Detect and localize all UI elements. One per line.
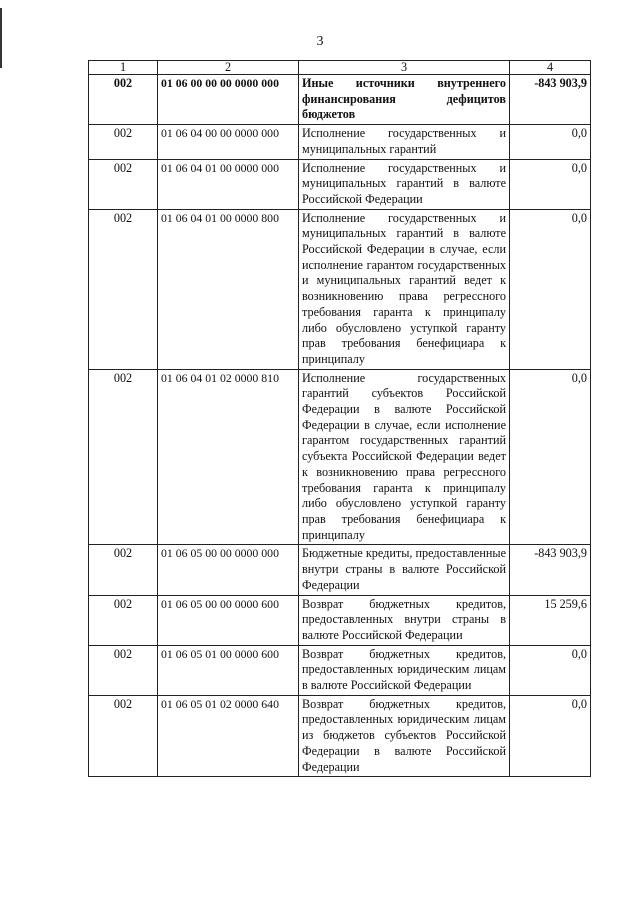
amount-cell: 0,0: [510, 125, 591, 159]
admin-code-cell: 002: [89, 645, 158, 695]
table-row: [89, 369, 591, 545]
source-name-cell: Исполнение государственных и муниципальных гарантий: [299, 125, 510, 159]
table-row: [89, 75, 591, 125]
admin-code-cell: 002: [89, 545, 158, 595]
table-row: [89, 545, 591, 595]
column-header-4: 4: [510, 61, 591, 75]
classification-code-cell: 01 06 05 01 02 0000 640: [158, 695, 299, 777]
classification-code-cell: 01 06 05 01 00 0000 600: [158, 645, 299, 695]
column-header-1: 1: [89, 61, 158, 75]
amount-cell: 0,0: [510, 695, 591, 777]
table-row: [89, 209, 591, 369]
source-name-cell: Возврат бюджетных кредитов, предоставленных юридическим лицам в валюте Российской Федерации: [299, 645, 510, 695]
table-header-row: [89, 61, 591, 75]
table-row: [89, 695, 591, 777]
column-header-3: 3: [299, 61, 510, 75]
table-row: [89, 125, 591, 159]
amount-cell: -843 903,9: [510, 75, 591, 125]
source-name-cell: Возврат бюджетных кредитов, предоставленных внутри страны в валюте Российской Федерации: [299, 595, 510, 645]
source-name-cell: Исполнение государственных гарантий субъектов Российской Федерации в валюте Российской Федерации в случае, если исполнение гарантом государственных гарантий субъекта Российской Федерации ведет к возникновению права регрессного требования гаранта к принципалу либо обусловлено уступкой гаранту прав требования бенефициара к принципалу: [299, 369, 510, 545]
source-name-cell: Возврат бюджетных кредитов, предоставленных юридическим лицам из бюджетов субъектов Российской Федерации в валюте Российской Федерации: [299, 695, 510, 777]
budget-sources-table: [88, 60, 591, 777]
column-header-2: 2: [158, 61, 299, 75]
classification-code-cell: 01 06 05 00 00 0000 000: [158, 545, 299, 595]
classification-code-cell: 01 06 00 00 00 0000 000: [158, 75, 299, 125]
source-name-cell: Иные источники внутреннего финансирования дефицитов бюджетов: [299, 75, 510, 125]
classification-code-cell: 01 06 04 01 00 0000 000: [158, 159, 299, 209]
classification-code-cell: 01 06 04 01 02 0000 810: [158, 369, 299, 545]
classification-code-cell: 01 06 04 00 00 0000 000: [158, 125, 299, 159]
admin-code-cell: 002: [89, 695, 158, 777]
classification-code-cell: 01 06 05 00 00 0000 600: [158, 595, 299, 645]
admin-code-cell: 002: [89, 75, 158, 125]
amount-cell: 0,0: [510, 209, 591, 369]
admin-code-cell: 002: [89, 595, 158, 645]
table-row: [89, 595, 591, 645]
table-row: [89, 159, 591, 209]
amount-cell: 0,0: [510, 369, 591, 545]
admin-code-cell: 002: [89, 125, 158, 159]
amount-cell: 0,0: [510, 159, 591, 209]
table-row: [89, 645, 591, 695]
page-number: 3: [316, 34, 324, 49]
source-name-cell: Исполнение государственных и муниципальных гарантий в валюте Российской Федерации в случае, если исполнение гарантом государственных и муниципальных гарантий ведет к возникновению права регрессного требования гаранта к принципалу либо обусловлено уступкой гаранту прав требования бенефициара к принципалу: [299, 209, 510, 369]
source-name-cell: Исполнение государственных и муниципальных гарантий в валюте Российской Федерации: [299, 159, 510, 209]
classification-code-cell: 01 06 04 01 00 0000 800: [158, 209, 299, 369]
admin-code-cell: 002: [89, 369, 158, 545]
admin-code-cell: 002: [89, 209, 158, 369]
amount-cell: -843 903,9: [510, 545, 591, 595]
admin-code-cell: 002: [89, 159, 158, 209]
source-name-cell: Бюджетные кредиты, предоставленные внутри страны в валюте Российской Федерации: [299, 545, 510, 595]
table-body: [89, 75, 591, 777]
amount-cell: 0,0: [510, 645, 591, 695]
amount-cell: 15 259,6: [510, 595, 591, 645]
